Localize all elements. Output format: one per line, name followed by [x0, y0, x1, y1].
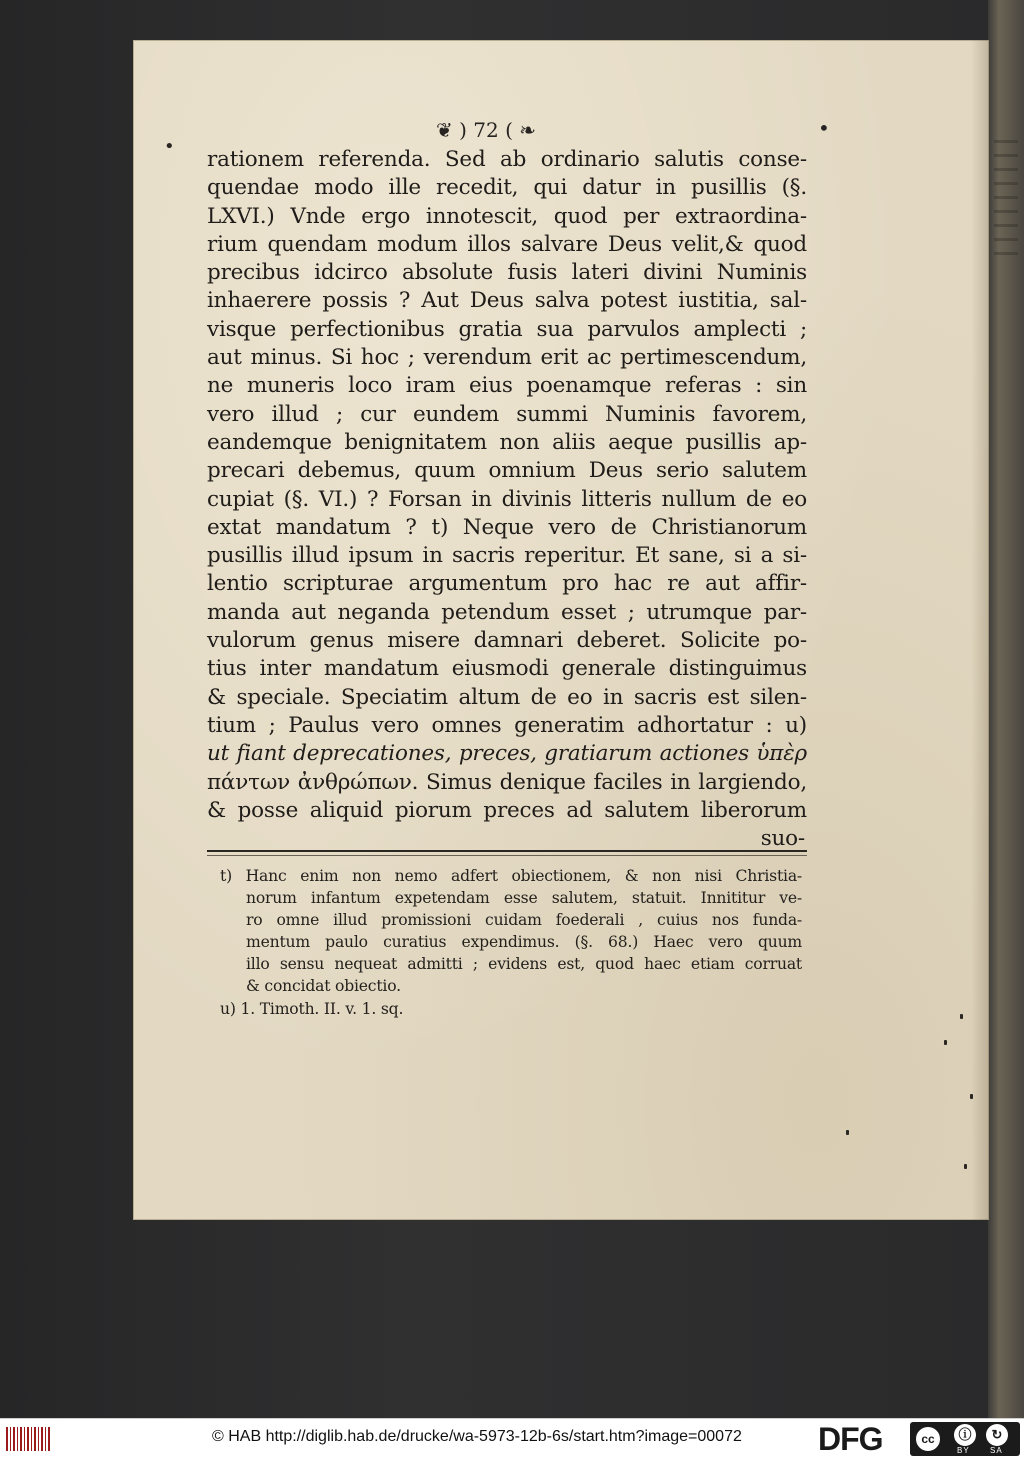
text-line-quotation: ut fiant deprecationes, preces, gratiarum actiones ὑπὲρ: [207, 741, 807, 767]
text-line: ne muneris loco iram eius poenamque referas : sin: [207, 373, 807, 399]
footnotes-block: [220, 865, 802, 1020]
footnote-t-line: [220, 865, 802, 887]
footnote-t-line: illo sensu nequeat admitti ; evidens est, quod haec etiam corruat: [246, 955, 802, 974]
footnote-t-line: & concidat obiectio.: [246, 977, 401, 996]
text-line: pusillis illud ipsum in sacris reperitur. Et sane, si a si-: [207, 543, 807, 569]
source-link[interactable]: © HAB http://diglib.hab.de/drucke/wa-5973-12b-6s/start.htm?image=00072: [212, 1428, 742, 1445]
text-line: tium ; Paulus vero omnes generatim adhortatur : u): [207, 712, 807, 738]
cc-icon: cc: [914, 1425, 942, 1453]
page-header: [436, 118, 536, 142]
text-line: aut minus. Si hoc ; verendum erit ac pertimescendum,: [207, 345, 807, 371]
cc-license-badge[interactable]: [910, 1422, 1020, 1456]
text-line: lentio scripturae argumentum pro hac re aut affir-: [207, 571, 807, 597]
footnote-marker-u: u): [220, 999, 236, 1018]
footnote-marker-t: t): [220, 867, 232, 885]
footnote-u-line: [220, 998, 802, 1020]
footnote-t-line: mentum paulo curatius expendimus. (§. 68.) Haec vero quum: [246, 933, 802, 952]
dfg-logo: DFG: [818, 1421, 883, 1457]
text-line: vulorum genus misere damnari deberet. Solicite po-: [207, 628, 807, 654]
barcode-icon: [6, 1427, 50, 1451]
text-line: precari debemus, quum omnium Deus serio salutem: [207, 458, 807, 484]
text-line: vero illud ; cur eundem summi Numinis favorem,: [207, 401, 807, 427]
text-line: extat mandatum ? t) Neque vero de Christianorum: [207, 514, 807, 540]
footnote-rule: [207, 850, 807, 852]
text-line: & posse aliquid piorum preces ad salutem liberorum: [207, 797, 807, 823]
text-line: precibus idcirco absolute fusis lateri divini Numinis: [207, 260, 807, 286]
speck: [964, 1164, 967, 1169]
sa-label: SA: [990, 1446, 1003, 1455]
page-gutter-shadow: [971, 40, 989, 1220]
text-line: quendae modo ille recedit, qui datur in pusillis (§.: [207, 175, 807, 201]
footnote-t-text: Hanc enim non nemo adfert obiectionem, & non nisi Christia-: [245, 867, 802, 885]
footnote-rule-thin: [207, 855, 807, 856]
text-line: eandemque benignitatem non aliis aeque pusillis ap-: [207, 429, 807, 455]
text-line: cupiat (§. VI.) ? Forsan in divinis litteris nullum de eo: [207, 486, 807, 512]
speck: [960, 1014, 963, 1019]
footnote-t-line: ro omne illud promissioni cuidam foederali , cuius nos funda-: [246, 911, 802, 930]
page-number-header: ❦ ) 72 ( ❧: [436, 118, 536, 142]
margin-mark: •: [164, 136, 175, 157]
footer-bar: [0, 1418, 1024, 1459]
text-line: & speciale. Speciatim altum de eo in sacris est silen-: [207, 684, 807, 710]
text-line: manda aut neganda petendum esset ; utrumque par-: [207, 599, 807, 625]
catchword: suo-: [760, 826, 805, 852]
text-line: visque perfectionibus gratia sua parvulos amplecti ;: [207, 316, 807, 342]
text-line: LXVI.) Vnde ergo innotescit, quod per extraordina-: [207, 203, 807, 229]
next-page-bleed-through: [994, 140, 1018, 260]
text-line: rium quendam modum illos salvare Deus velit,& quod: [207, 231, 807, 257]
by-icon: ⓘ: [954, 1424, 976, 1446]
text-line: inhaerere possis ? Aut Deus salva potest iustitia, sal-: [207, 288, 807, 314]
footnote-t-line: norum infantum expetendam esse salutem, statuit. Innititur ve-: [246, 889, 802, 908]
header-ornament-dot: •: [818, 116, 830, 140]
sa-icon: ↻: [986, 1424, 1008, 1446]
by-label: BY: [957, 1446, 970, 1455]
text-line: πάντων ἀνθρώπων. Simus denique faciles in largiendo,: [207, 769, 807, 795]
speck: [970, 1094, 973, 1099]
text-line: tius inter mandatum eiusmodi generale distinguimus: [207, 656, 807, 682]
speck: [846, 1130, 849, 1135]
footnote-u-text: 1. Timoth. II. v. 1. sq.: [240, 999, 404, 1018]
next-page-edge: [988, 0, 1024, 1418]
text-line: rationem referenda. Sed ab ordinario salutis conse-: [207, 147, 807, 172]
main-text-block: [207, 146, 807, 853]
speck: [944, 1040, 947, 1045]
